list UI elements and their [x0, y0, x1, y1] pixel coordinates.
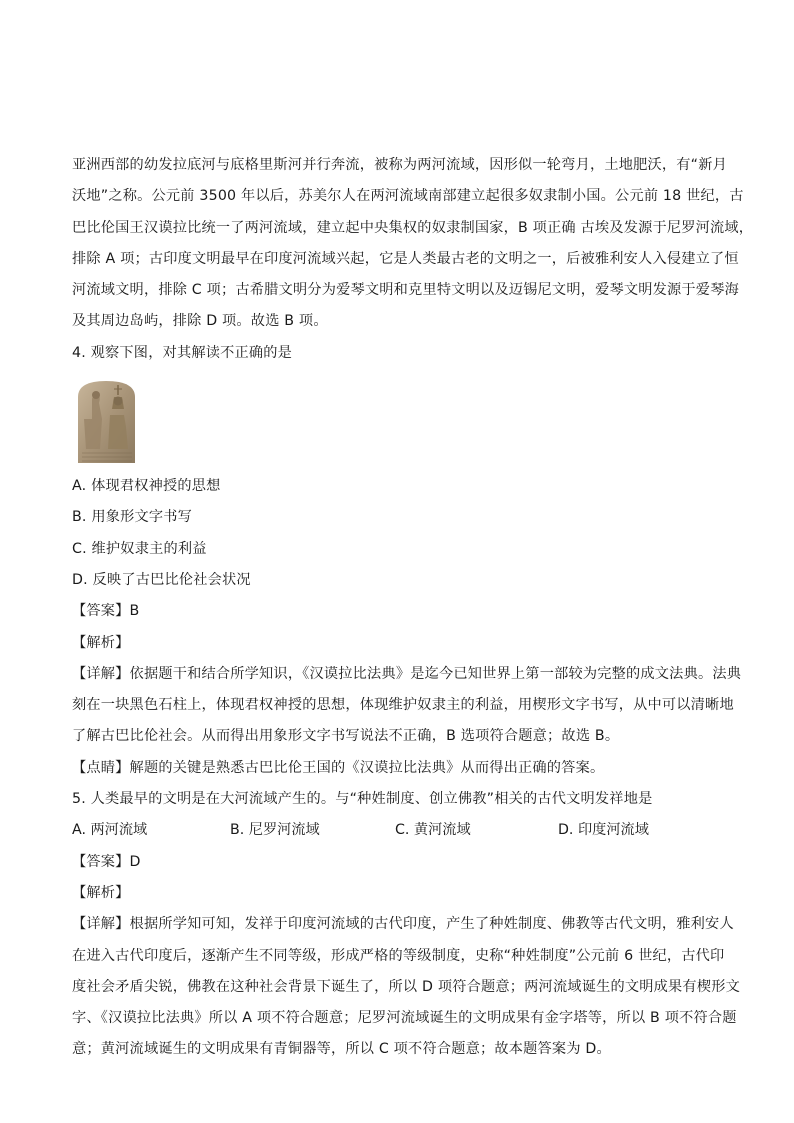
detail-line: 了解古巴比伦社会。从而得出用象形文字书写说法不正确，B 选项符合题意；故选 B。: [72, 728, 620, 745]
tip-line: 【点睛】解题的关键是熟悉古巴比伦王国的《汉谟拉比法典》从而得出正确的答案。: [72, 759, 605, 776]
option-d: D. 反映了古巴比伦社会状况: [72, 571, 251, 588]
text-line: 沃地”之称。公元前 3500 年以后，苏美尔人在两河流域南部建立起很多奴隶制小国。公元前 18 世纪，古: [72, 188, 744, 205]
text-line: 及其周边岛屿，排除 D 项。故选 B 项。: [72, 313, 328, 330]
question-stem: 5. 人类最早的文明是在大河流域产生的。与“种姓制度、创立佛教”相关的古代文明发祥地是: [72, 791, 653, 808]
detail-line: 【详解】根据所学知可知，发祥于印度河流域的古代印度，产生了种姓制度、佛教等古代文明，雅利安人: [72, 916, 734, 933]
option-c: C. 黄河流域: [395, 822, 471, 839]
answer-label: 【答案】D: [72, 853, 141, 870]
detail-line: 【详解】依据题干和结合所学知识，《汉谟拉比法典》是迄今已知世界上第一部较为完整的成文法典。法典: [72, 665, 742, 682]
text-line: 排除 A 项；古印度文明最早在印度河流域兴起，它是人类最古老的文明之一，后被雅利安人入侵建立了恒: [72, 250, 739, 267]
detail-line: 度社会矛盾尖锐，佛教在这种社会背景下诞生了，所以 D 项符合题意；两河流域诞生的文明成果有楔形文: [72, 978, 740, 995]
option-a: A. 体现君权神授的思想: [72, 478, 221, 495]
document-page: [72, 150, 754, 1066]
hammurabi-stele-image: [74, 379, 139, 463]
text-line: 巴比伦国王汉谟拉比统一了两河流域，建立起中央集权的奴隶制国家，B 项正确 古埃及发源于尼罗河流域，: [72, 219, 754, 236]
detail-line: 字、《汉谟拉比法典》所以 A 项不符合题意；尼罗河流域诞生的文明成果有金字塔等，所以 B 项不符合题: [72, 1010, 737, 1027]
detail-line: 在进入古代印度后，逐渐产生不同等级，形成严格的等级制度，史称“种姓制度”公元前 6 世纪，古代印: [72, 947, 725, 964]
option-b: B. 尼罗河流域: [230, 822, 320, 839]
question-stem: 4. 观察下图，对其解读不正确的是: [72, 344, 293, 361]
options-row: [72, 815, 726, 846]
intro-paragraph: [72, 150, 754, 338]
option-d: D. 印度河流域: [558, 822, 649, 839]
question-4: [72, 338, 742, 784]
option-c: C. 维护奴隶主的利益: [72, 540, 207, 557]
text-line: 河流域文明，排除 C 项；古希腊文明分为爱琴文明和克里特文明以及迈锡尼文明，爱琴文明发源于爱琴海: [72, 282, 739, 299]
text-line: 亚洲西部的幼发拉底河与底格里斯河并行奔流，被称为两河流域，因形似一轮弯月，土地肥沃，有“新月: [72, 157, 727, 173]
detail-line: 刻在一块黑色石柱上，体现君权神授的思想，体现维护奴隶主的利益，用楔形文字书写，从中可以清晰地: [72, 697, 734, 714]
option-a: A. 两河流域: [72, 822, 148, 839]
detail-line: 意；黄河流域诞生的文明成果有青铜器等，所以 C 项不符合题意；故本题答案为 D。: [72, 1041, 611, 1058]
question-5: [72, 784, 740, 1066]
analysis-label: 【解析】: [72, 634, 130, 651]
analysis-label: 【解析】: [72, 884, 130, 901]
answer-label: 【答案】B: [72, 603, 140, 620]
option-b: B. 用象形文字书写: [72, 509, 193, 526]
